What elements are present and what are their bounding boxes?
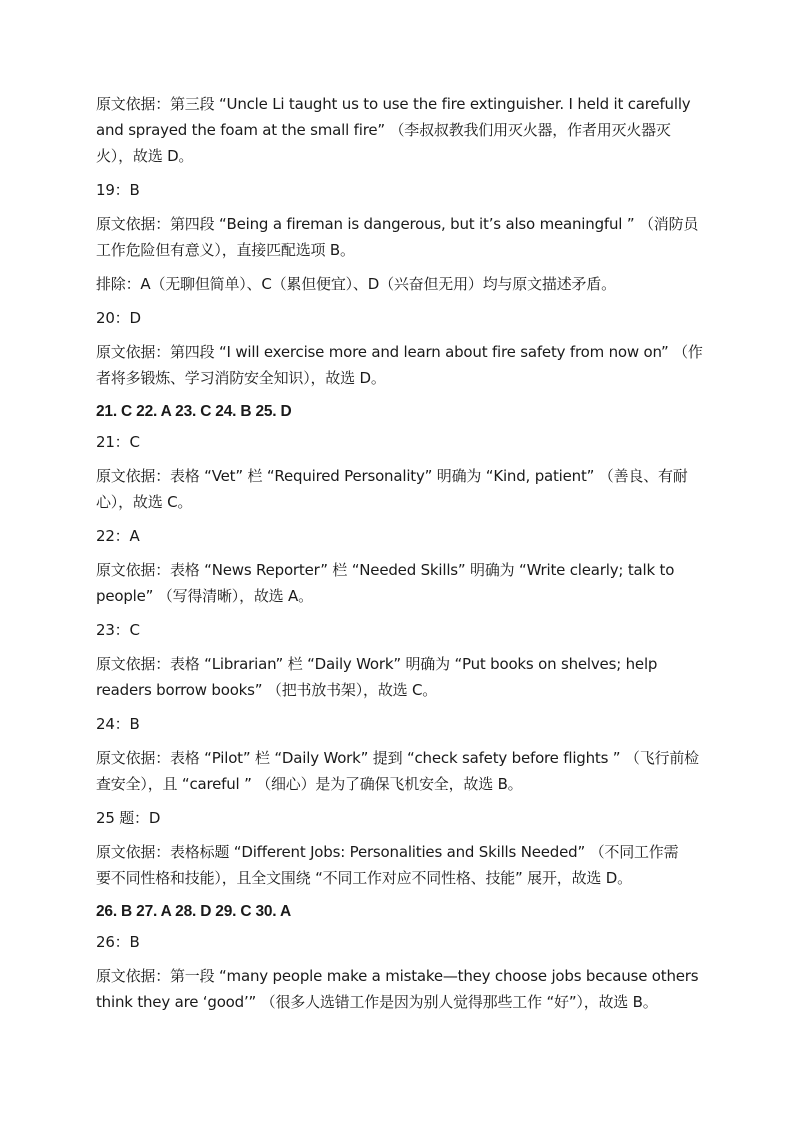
text-line: and sprayed the foam at the small fire” （李叔叔教我们用灭火器，作者用灭火器灭 bbox=[96, 121, 671, 139]
answer-line: 20：D bbox=[96, 309, 141, 327]
text-line: 查安全），且 “careful ” （细心）是为了确保飞机安全，故选 B。 bbox=[96, 775, 523, 793]
text-line: people” （写得清晰），故选 A。 bbox=[96, 587, 313, 605]
text-line: 原文依据：第四段 “Being a fireman is dangerous, but it’s also meaningful ” （消防员 bbox=[96, 215, 699, 233]
text-line: 原文依据：表格 “Librarian” 栏 “Daily Work” 明确为 “Put books on shelves; help bbox=[96, 655, 658, 673]
text-line: 原文依据：第四段 “I will exercise more and learn about fire safety from now on” （作 bbox=[96, 343, 703, 361]
text-line: 工作危险但有意义），直接匹配选项 B。 bbox=[96, 241, 355, 259]
text-line: 心），故选 C。 bbox=[96, 493, 193, 511]
text-line: 原文依据：表格 “Vet” 栏 “Required Personality” 明确为 “Kind, patient” （善良、有耐 bbox=[96, 467, 688, 485]
answer-line: 22：A bbox=[96, 527, 140, 545]
answer-line: 23：C bbox=[96, 621, 140, 639]
text-line: 火），故选 D。 bbox=[96, 147, 194, 165]
answer-line: 19：B bbox=[96, 181, 140, 199]
text-line: 原文依据：表格 “News Reporter” 栏 “Needed Skills” 明确为 “Write clearly; talk to bbox=[96, 561, 675, 579]
answer-line: 21：C bbox=[96, 433, 140, 451]
answer-key-heading: 21. C 22. A 23. C 24. B 25. D bbox=[96, 403, 292, 420]
text-line: 原文依据：表格标题 “Different Jobs: Personalities and Skills Needed” （不同工作需 bbox=[96, 843, 679, 861]
text-line: 原文依据：表格 “Pilot” 栏 “Daily Work” 提到 “check safety before flights ” （飞行前检 bbox=[96, 749, 699, 767]
text-line: 要不同性格和技能），且全文围绕 “不同工作对应不同性格、技能” 展开，故选 D。 bbox=[96, 869, 632, 887]
text-line: think they are ‘good’” （很多人选错工作是因为别人觉得那些工作 “好”），故选 B。 bbox=[96, 993, 658, 1011]
answer-line: 24：B bbox=[96, 715, 140, 733]
answer-line: 26：B bbox=[96, 933, 140, 951]
text-line: 者将多锻炼、学习消防安全知识），故选 D。 bbox=[96, 369, 386, 387]
answer-line: 25 题：D bbox=[96, 809, 161, 827]
answer-key-heading: 26. B 27. A 28. D 29. C 30. A bbox=[96, 903, 291, 920]
text-line: 原文依据：第三段 “Uncle Li taught us to use the fire extinguisher. I held it carefully bbox=[96, 95, 691, 113]
text-line: readers borrow books” （把书放书架），故选 C。 bbox=[96, 681, 438, 699]
text-line: 排除：A（无聊但简单）、C（累但便宜）、D（兴奋但无用）均与原文描述矛盾。 bbox=[96, 275, 616, 293]
text-line: 原文依据：第一段 “many people make a mistake—they choose jobs because others bbox=[96, 967, 699, 985]
